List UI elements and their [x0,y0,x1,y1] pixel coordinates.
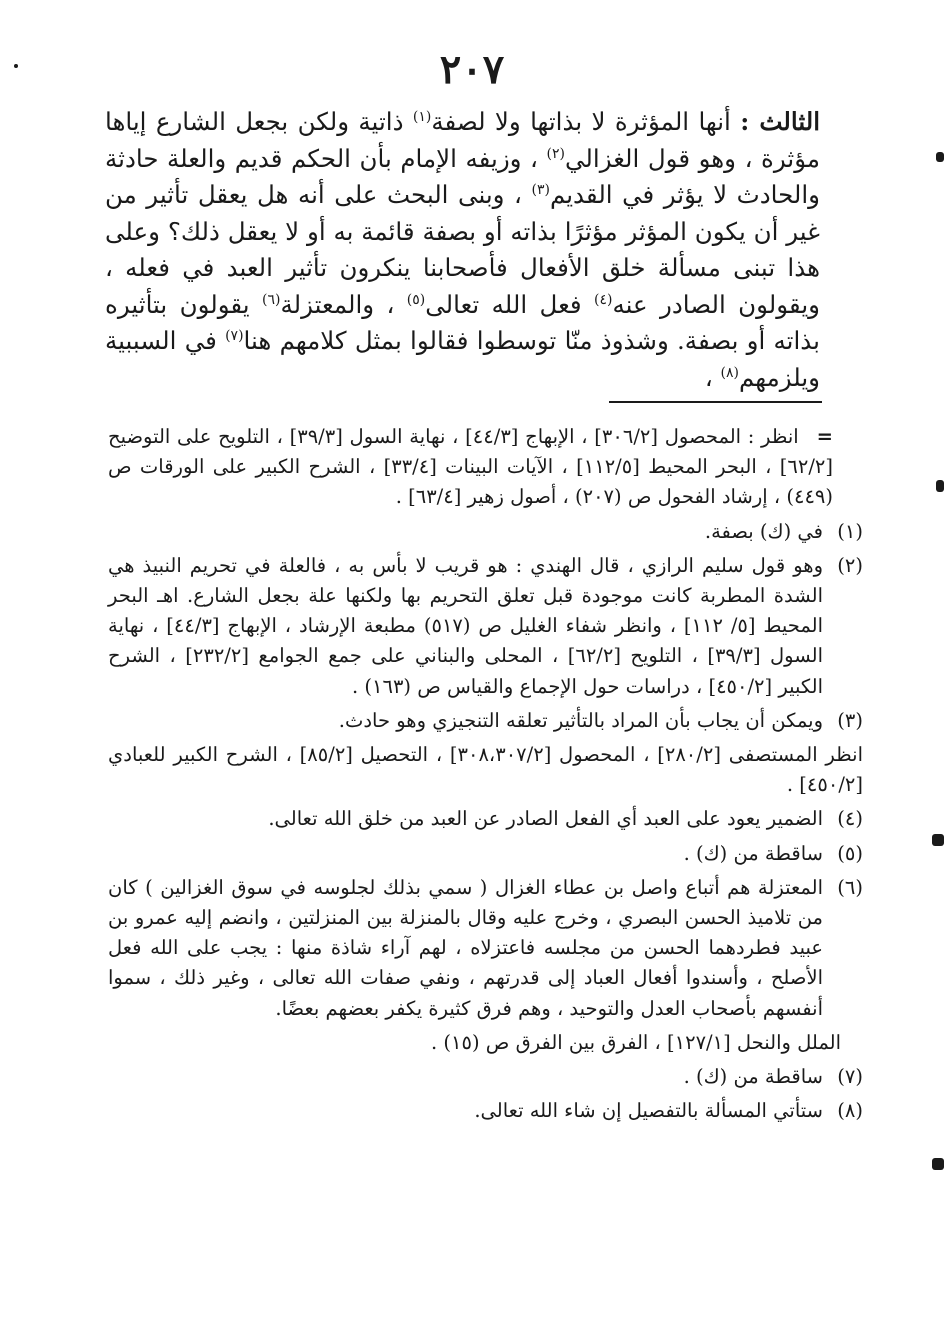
footnote-text: ستأتي المسألة بالتفصيل إن شاء الله تعالى. [474,1099,823,1123]
footnote-number: (١) [837,519,863,543]
scan-mark [936,152,944,162]
scan-mark [932,1158,944,1170]
text-run: ذاتية ولكن بجعل الشارع إياها مؤثرة ، وهو قول الغزالي [105,107,821,173]
text-run: ، وزيفه الإمام بأن الحكم قديم والعلة حادثة والحادث لا يؤثر في القديم [105,143,820,209]
footnote-number: (٥) [837,841,863,865]
page-number: ٢٠٧ [439,46,505,93]
footnote-number: (٦) [837,875,863,899]
footnote-text: ساقطة من (ك) . [683,841,823,865]
footnote-2 [108,551,863,702]
footnote-number: (٨) [837,1099,863,1123]
footnote-text: المعتزلة هم أتباع واصل بن عطاء الغزال ( سمي بذلك لجلوسه في سوق الغزالين ) كان من تلاميذ الحسن البصري ، وخرج عليه وقال بالمنزلة بين المنزلتين ، وانضم إليه عمرو بن عبيد فطردهما الحسن من مجلسه فاعتزلاه ، لهم آراء شاذة منها : يجب على الله فعل الأصلح ، وأسندوا أفعال العباد إلى قدرتهم ، ونفي صفات الله تعالى ، وغير ذلك ، سموا أنفسهم بأصحاب العدل والتوحيد ، وهم فرق كثيرة يكفر بعضهم بعضًا. [108,875,823,1020]
footnote-text: في (ك) بصفة. [704,519,823,543]
footnotes [108,422,863,1130]
text-run: أنها المؤثرة لا بذاتها ولا لصفة [431,107,741,136]
footnote-5 [108,839,863,869]
footnote-8 [108,1096,863,1126]
footnote-ref[interactable]: (١) [412,108,432,125]
scan-mark [936,480,944,492]
text-run: ، والمعتزلة [280,289,407,319]
footnote-number: (٤) [837,807,863,831]
footnote-ref[interactable]: (٦) [262,291,281,308]
footnote-3 [108,706,863,736]
footnote-number: (٢) [837,553,863,577]
footnote-ref[interactable]: (٥) [406,291,426,308]
continuation-marker: = [816,425,834,448]
footnote-text: وهو قول سليم الرازي ، قال الهندي : هو قريب لا بأس به ، فالعلة في تحريم النبيذ هي الشدة المطربة كانت موجودة قبل تعلق التحريم بها ولكنها علة بجعل الشارع. اهـ البحر المحيط [٥/ ١١٢] ، وانظر شفاء الغليل ص (٥١٧) مطبعة الإرشاد ، الإبهاج [٤٤/٣] ، نهاية السول [٣٩/٣] ، التلويح [٦٢/٢] ، المحلى والبناني على جمع الجوامع [٢٣٢/٢] ، الشرح الكبير [٤٥٠/٢] ، دراسات حول الإجماع والقياس ص (١٦٣) . [108,553,824,698]
section-lead: الثالث : [740,107,820,136]
scan-mark [932,834,944,846]
footnote-6 [108,873,863,1024]
text-run: فعل الله تعالى [425,289,595,319]
footnote-ref[interactable]: (٣) [531,181,550,198]
text-run: يقولون بتأثيره بذاته أو بصفة. وشذوذ منّا توسطوا فقالوا بمثل كلامهم هنا [105,289,820,355]
footnote-text: ويمكن أن يجاب بأن المراد بالتأثير تعلقه التنجيزي وهو حادث. [338,708,823,732]
footnote-ref[interactable]: (٨) [720,364,739,381]
footnote-ref[interactable]: (٢) [546,145,565,162]
footnote-3-references: انظر المستصفى [٢٨٠/٢] ، المحصول [٣٠٨،٣٠٧/٢] ، التحصيل [٨٥/٢] ، الشرح الكبير للعبادي [٤٥٠/٢] . [108,743,864,797]
footnote-text: الضمير يعود على العبد أي الفعل الصادر عن العبد من خلق الله تعالى. [268,807,823,831]
footnote-ref[interactable]: (٤) [594,291,613,308]
footnote-7 [108,1062,863,1092]
footnote-separator [609,401,822,403]
footnote-text: انظر : المحصول [٣٠٦/٢] ، الإبهاج [٤٤/٣] ، نهاية السول [٣٩/٣] ، التلويح على التوضيح [٦٢/٢] ، البحر المحيط [١١٢/٥] ، الآيات البينات [٣٣/٤] ، الشرح الكبير على الورقات ص (٤٤٩) ، إرشاد الفحول ص (٢٠٧) ، أصول زهير [٦٣/٤] . [108,425,833,509]
footnote-number: (٧) [837,1065,863,1089]
main-text [105,104,820,396]
text-run: ، [704,362,721,392]
footnote-4 [108,804,863,834]
footnote-continuation [108,422,863,513]
footnote-ref[interactable]: (٧) [225,327,244,344]
text-run: في السببية ويلزمهم [105,326,820,392]
footnote-number: (٣) [837,708,863,732]
footnote-1 [108,517,863,547]
footnote-6-references: الملل والنحل [١٢٧/١] ، الفرق بين الفرق ص (١٥) . [431,1030,841,1054]
scan-mark [14,64,18,68]
footnote-text: ساقطة من (ك) . [683,1065,823,1089]
text-run: ، وبنى البحث على أنه هل يعقل تأثير من غير أن يكون المؤثر مؤثرًا بذاته أو بصفة قائمة به أو لا يعقل ذلك؟ وعلى هذا تبنى مسألة خلق الأفعال فأصحابنا ينكرون تأثير العبد في فعله ، ويقولون الصادر عنه [105,180,820,319]
